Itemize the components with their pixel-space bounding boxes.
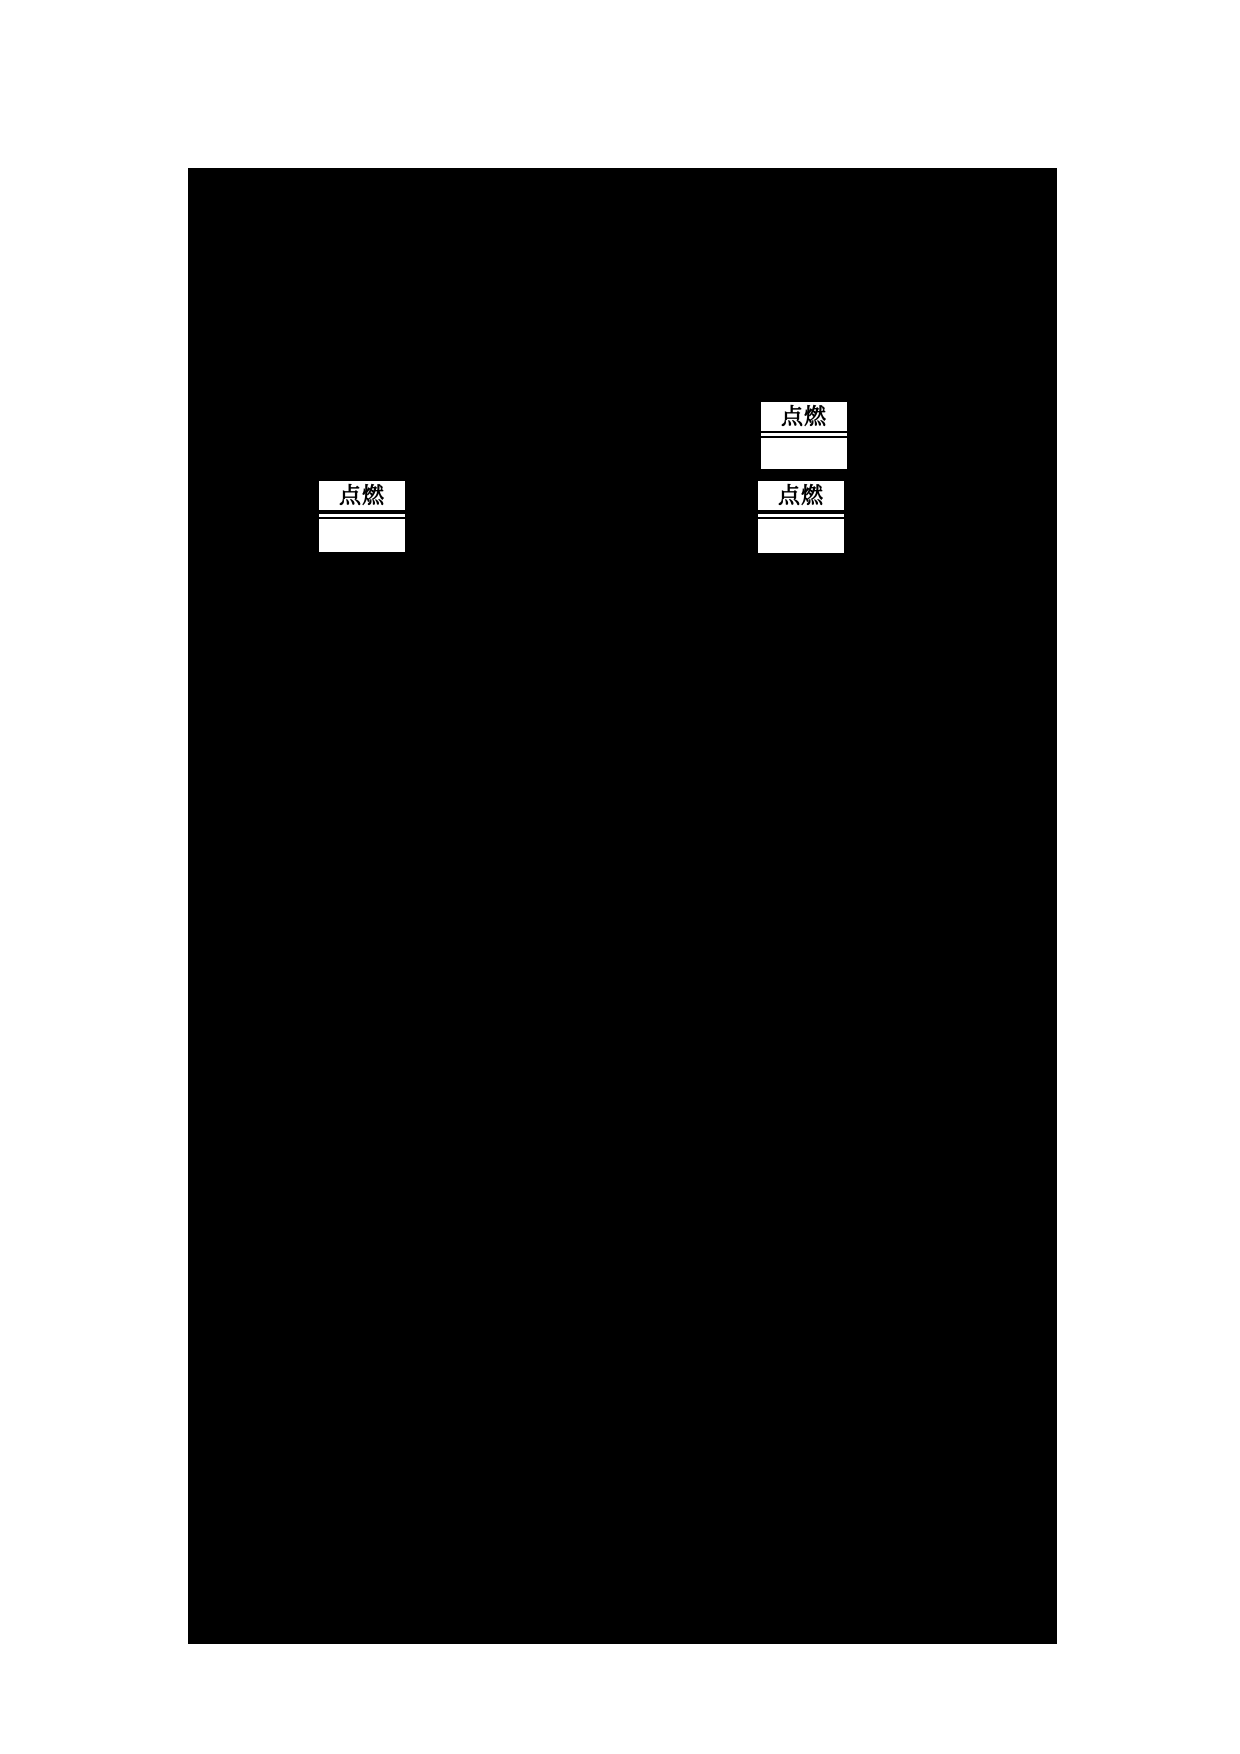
equation-condition-box-middle-left [319,481,405,552]
blacked-out-page-body [188,168,1057,1644]
equation-double-line [758,510,844,519]
equation-double-line [761,431,847,438]
equation-double-line [319,510,405,519]
ignite-condition-label: 点燃 [338,484,385,509]
ignite-condition-label: 点燃 [777,484,824,509]
equation-box-blank-area [758,519,844,553]
equation-box-blank-area [319,519,405,552]
ignite-condition-label: 点燃 [780,405,827,430]
equation-condition-box-top-right [761,402,847,469]
equation-condition-box-middle-right [758,481,844,553]
equation-box-blank-area [761,438,847,469]
